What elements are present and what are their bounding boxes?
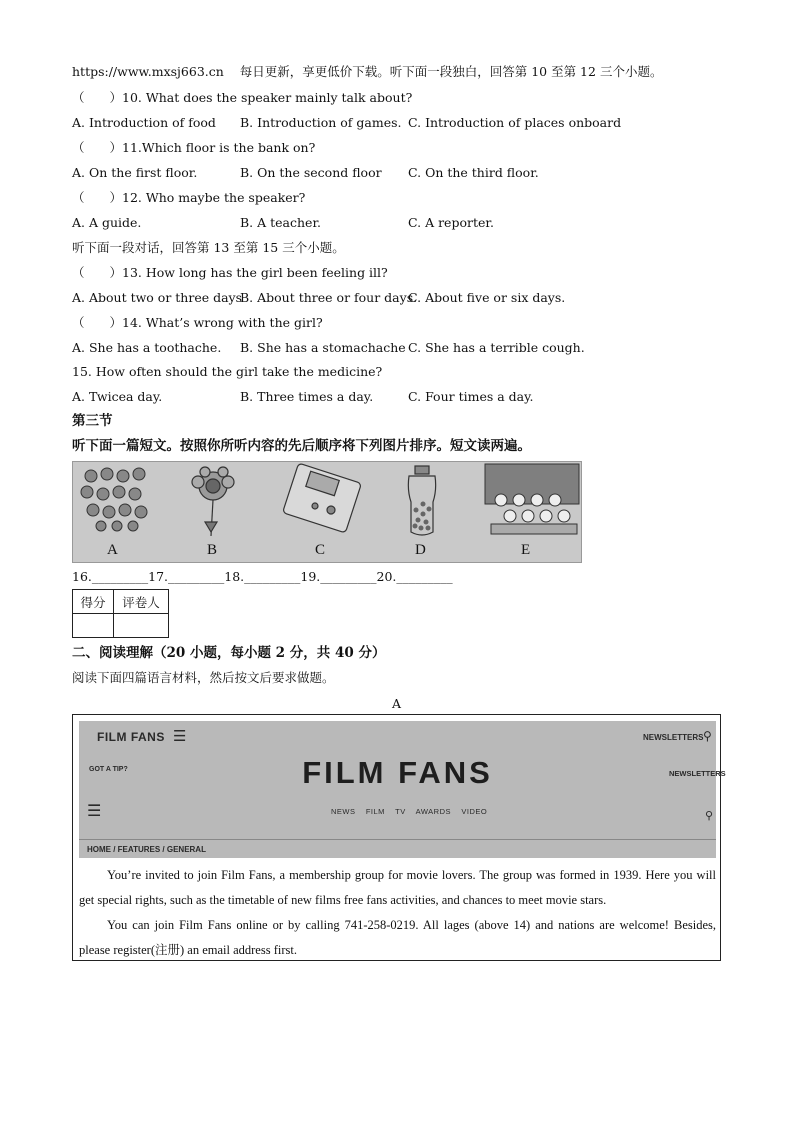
- question-13: （ ）13. How long has the girl been feeling ill?: [72, 265, 388, 280]
- nav-news[interactable]: NEWS: [331, 807, 356, 816]
- search-icon[interactable]: ⚲: [703, 729, 712, 743]
- q15-option-b: B. Three times a day.: [240, 389, 374, 404]
- q10-option-c: C. Introduction of places onboard: [408, 115, 622, 130]
- section-3-instruction: 听下面一篇短文。按照你所听内容的先后顺序将下列图片排序。短文读两遍。: [72, 438, 531, 454]
- film-fans-banner: [79, 721, 726, 858]
- picture-strip-illustrations: [73, 462, 581, 562]
- newsletters-link-side[interactable]: NEWSLETTERS: [669, 769, 726, 778]
- q13-option-c: C. About five or six days.: [408, 290, 566, 305]
- picture-a-cookies: [81, 468, 147, 531]
- q11-option-a: A. On the first floor.: [72, 165, 198, 180]
- q12-option-c: C. A reporter.: [408, 215, 494, 230]
- score-table: [72, 589, 169, 638]
- q15-option-c: C. Four times a day.: [408, 389, 534, 404]
- picture-label-e: E: [521, 542, 531, 558]
- part-2-instruction: 阅读下面四篇语言材料，然后按文后要求做题。: [72, 670, 335, 685]
- hamburger-menu-icon[interactable]: ☰: [173, 728, 187, 745]
- picture-label-d: D: [415, 542, 426, 558]
- breadcrumb: HOME / FEATURES / GENERAL: [87, 845, 206, 854]
- question-10: （ ）10. What does the speaker mainly talk about?: [72, 90, 413, 105]
- picture-label-b: B: [207, 542, 218, 558]
- q13-option-a: A. About two or three days: [72, 290, 243, 305]
- q11-option-c: C. On the third floor.: [408, 165, 539, 180]
- hamburger-menu-icon-secondary[interactable]: ☰: [87, 803, 102, 820]
- question-11: （ ）11.Which floor is the bank on?: [72, 140, 316, 155]
- search-icon-secondary[interactable]: ⚲: [705, 810, 714, 822]
- score-header: 得分: [73, 590, 114, 614]
- picture-strip: [72, 461, 582, 563]
- picture-label-c: C: [315, 542, 326, 558]
- question-12: （ ）12. Who maybe the speaker?: [72, 190, 306, 205]
- question-14: （ ）14. What’s wrong with the girl?: [72, 315, 323, 330]
- newsletters-link-top[interactable]: NEWSLETTERS: [643, 733, 704, 742]
- dialogue-intro: 听下面一段对话，回答第 13 至第 15 三个小题。: [72, 240, 345, 255]
- q11-option-b: B. On the second floor: [240, 165, 382, 180]
- brand-small: FILM FANS: [97, 730, 165, 744]
- q13-option-b: B. About three or four days.: [240, 290, 418, 305]
- answer-blanks: 16._________17._________18._________19._________20._________: [72, 569, 453, 584]
- score-cell: [73, 614, 114, 638]
- source-url: https://www.mxsj663.cn: [72, 64, 224, 79]
- q12-option-b: B. A teacher.: [240, 215, 322, 230]
- nav-video[interactable]: VIDEO: [461, 807, 488, 816]
- picture-e-classroom: [485, 464, 579, 534]
- q10-option-b: B. Introduction of games.: [240, 115, 402, 130]
- nav-awards[interactable]: AWARDS: [415, 807, 452, 816]
- section-3-title: 第三节: [72, 413, 113, 429]
- part-2-title: 二、阅读理解（20 小题，每小题 2 分，共 40 分）: [72, 645, 386, 661]
- header-notice: 每日更新，享更低价下载。听下面一段独白，回答第 10 至第 12 三个小题。: [239, 64, 663, 79]
- banner-divider: [79, 839, 716, 840]
- main-nav: [331, 807, 487, 816]
- question-15: 15. How often should the girl take the medicine?: [72, 364, 383, 379]
- nav-tv[interactable]: TV: [395, 807, 406, 816]
- passage-a-frame: [72, 714, 726, 961]
- picture-label-a: A: [107, 542, 118, 558]
- grader-header: 评卷人: [114, 590, 169, 614]
- got-a-tip-link[interactable]: GOT A TIP?: [89, 766, 128, 773]
- q10-option-a: A. Introduction of food: [72, 115, 216, 130]
- q14-option-c: C. She has a terrible cough.: [408, 340, 585, 355]
- q14-option-a: A. She has a toothache.: [72, 340, 222, 355]
- picture-d-jar: [408, 466, 435, 535]
- passage-letter: A: [392, 696, 402, 711]
- q15-option-a: A. Twicea day.: [72, 389, 163, 404]
- picture-c-card: [283, 463, 362, 533]
- grader-cell: [114, 614, 169, 638]
- passage-paragraph-2: You can join Film Fans online or by calling 741-258-0219. All lages (above 14) and nations are welcome! Besides, please register(注册) an email address first.: [79, 918, 716, 957]
- passage-paragraph-1: You’re invited to join Film Fans, a membership group for movie lovers. The group was formed in 1939. Here you will get special rights, such as the timetable of new films free fans activities, and chances to meet movie stars.: [79, 868, 716, 907]
- q14-option-b: B. She has a stomachache: [240, 340, 406, 355]
- brand-logo: FILM FANS: [302, 755, 493, 790]
- q12-option-a: A. A guide.: [72, 215, 142, 230]
- picture-b-flowers: [192, 467, 234, 536]
- nav-film[interactable]: FILM: [365, 807, 385, 816]
- header-line: [72, 64, 662, 80]
